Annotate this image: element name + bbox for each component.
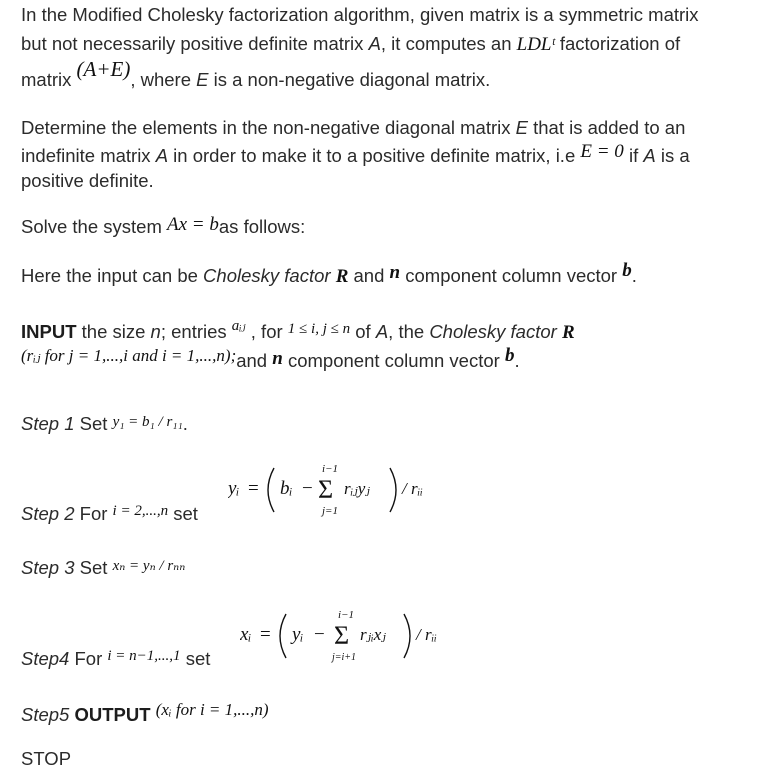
matrix-E: E — [515, 117, 528, 138]
minus-sign: − — [314, 624, 325, 645]
n-symbol: n — [389, 262, 401, 283]
step2-label: Step 2 — [21, 503, 75, 524]
input-intro — [21, 260, 637, 288]
text: , the — [388, 321, 430, 342]
text: the size — [76, 321, 151, 342]
sum-upper-limit: i−1 — [322, 463, 338, 475]
text: component column vector — [282, 350, 505, 371]
text: and — [348, 265, 390, 286]
index-range: 1 ≤ i, j ≤ n — [287, 321, 351, 337]
step4-range: i = n−1,...,1 — [107, 648, 181, 664]
para2-line2 — [21, 141, 690, 168]
text: component column vector — [400, 265, 623, 286]
text: set — [173, 503, 198, 524]
text: that is added to an — [527, 117, 686, 138]
cholesky-factor: Cholesky factor — [429, 321, 557, 342]
text: indefinite matrix — [21, 145, 156, 166]
para2-line1 — [21, 117, 685, 139]
cholesky-factor: Cholesky factor — [203, 265, 331, 286]
n-symbol: n — [150, 321, 161, 342]
divide-r-ii: / rᵢᵢ — [402, 479, 423, 498]
equals-sign: = — [260, 624, 271, 645]
matrix-R: R — [561, 322, 575, 343]
b-symbol: b — [504, 345, 515, 366]
text: Set — [74, 413, 113, 434]
step1-equation: y₁ = b₁ / r₁₁ — [112, 414, 183, 430]
step3-label: Step 3 — [21, 557, 75, 578]
matrix-A: A — [368, 33, 381, 54]
input-label: INPUT — [21, 321, 77, 342]
ax-equals-b: Ax = b — [167, 214, 219, 235]
sum-term: rᵢⱼyⱼ — [344, 479, 370, 498]
para2-line3: positive definite. — [21, 170, 154, 191]
text: and — [236, 350, 273, 371]
matrix-A: A — [375, 321, 389, 342]
formula2-lhs: xᵢ — [240, 624, 252, 645]
text: in order to make it to a positive definite matrix, i.e — [168, 145, 581, 166]
text: , it computes an — [380, 33, 517, 54]
sum-lower-limit: j=i+1 — [332, 652, 357, 663]
matrix-A: A — [643, 145, 656, 166]
para1-line2 — [21, 33, 680, 56]
text: factorization of — [554, 33, 681, 54]
r-ij-range: (rᵢⱼ for j = 1,...,i and i = 1,...,n); — [21, 346, 237, 365]
sigma-symbol: Σ — [318, 475, 334, 504]
step1-label: Step 1 — [21, 413, 75, 434]
ldl-symbol: LDLᵗ — [516, 34, 555, 55]
n-symbol: n — [272, 348, 283, 369]
text: , for — [245, 321, 288, 342]
text: ; entries — [160, 321, 232, 342]
step3 — [21, 557, 185, 581]
sum-term: rⱼᵢxⱼ — [360, 625, 386, 644]
a-ij-symbol: aᵢⱼ — [231, 318, 246, 334]
text: of — [350, 321, 376, 342]
text: . — [631, 265, 637, 286]
solve-line — [21, 216, 305, 239]
sum-upper-limit: i−1 — [338, 609, 354, 621]
para1-line1: In the Modified Cholesky factorization algorithm, given matrix is a symmetric matrix — [21, 4, 699, 25]
para1-line3 — [21, 57, 491, 91]
text: For — [74, 503, 113, 524]
a-plus-e: (A+E) — [76, 57, 131, 81]
right-paren — [390, 468, 396, 512]
text: set — [185, 648, 211, 669]
output-expression: (xᵢ for i = 1,...,n) — [155, 700, 269, 719]
step4 — [21, 648, 210, 672]
right-paren — [404, 614, 410, 658]
formula1-b-i: bᵢ — [280, 478, 293, 499]
matrix-E: E — [196, 69, 209, 90]
step4-label: Step4 — [21, 648, 70, 669]
formula-x-i — [240, 602, 450, 664]
input-line2 — [21, 345, 520, 373]
sigma-symbol: Σ — [334, 621, 350, 650]
text: Solve the system — [21, 216, 168, 237]
input-line1 — [21, 318, 575, 345]
equals-sign: = — [248, 478, 259, 499]
e-equals-zero: E = 0 — [580, 141, 624, 162]
step3-equation: xₙ = yₙ / rₙₙ — [112, 558, 186, 574]
step5-label: Step5 — [21, 704, 70, 725]
text: , where — [130, 69, 197, 90]
step2-range: i = 2,...,n — [112, 503, 169, 519]
left-paren — [268, 468, 274, 512]
minus-sign: − — [302, 478, 313, 499]
formula2-y-i: yᵢ — [292, 624, 304, 645]
output-label: OUTPUT — [74, 704, 151, 725]
step5 — [21, 700, 269, 727]
step2 — [21, 503, 198, 527]
text: Set — [74, 557, 113, 578]
text: is a — [655, 145, 690, 166]
stop-label: STOP — [21, 748, 72, 769]
matrix-A: A — [155, 145, 169, 166]
sum-lower-limit: j=1 — [322, 505, 338, 517]
step1 — [21, 413, 188, 437]
text: Determine the elements in the non-negative diagonal matrix — [21, 117, 516, 138]
text: if — [623, 145, 644, 166]
formula-y-i — [228, 458, 438, 518]
text: but not necessarily positive definite matrix — [21, 33, 369, 54]
text: . — [514, 350, 520, 371]
text: matrix — [21, 69, 77, 90]
text: For — [69, 648, 108, 669]
divide-r-ii: / rᵢᵢ — [416, 625, 437, 644]
matrix-R: R — [335, 266, 349, 287]
text: as follows: — [218, 216, 306, 237]
text: . — [182, 413, 188, 434]
text: is a non-negative diagonal matrix. — [208, 69, 491, 90]
text: Here the input can be — [21, 265, 204, 286]
b-symbol: b — [622, 260, 632, 281]
formula1-lhs: yᵢ — [228, 478, 240, 499]
left-paren — [280, 614, 286, 658]
